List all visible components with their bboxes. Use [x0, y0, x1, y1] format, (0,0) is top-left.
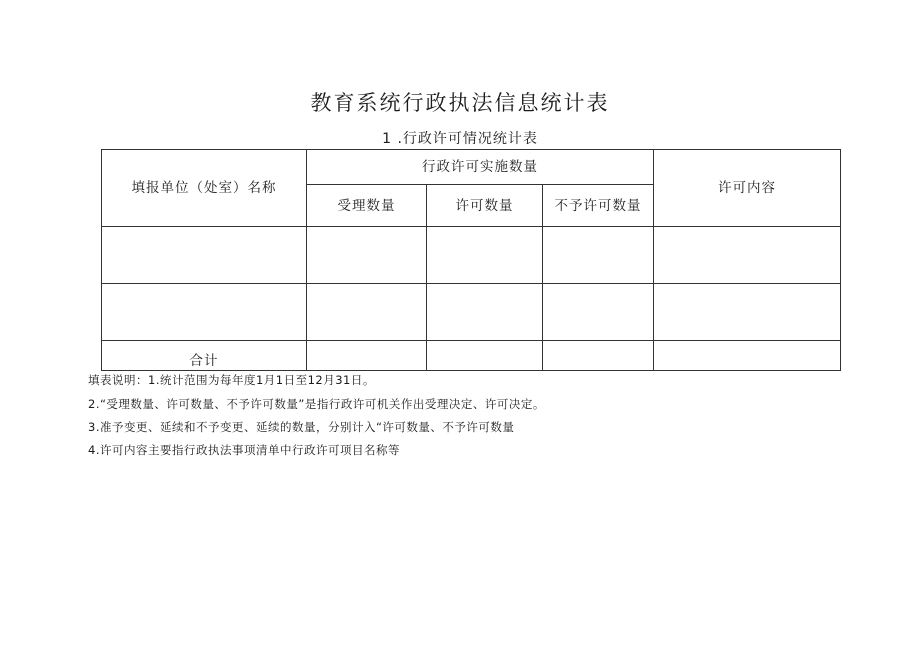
permit-statistics-table [101, 149, 841, 371]
table-subtitle: 1 .行政许可情况统计表 [382, 131, 538, 147]
cell-content [654, 284, 841, 341]
note-2: 2.“受理数量、许可数量、不予许可数量”是指行政许可机关作出受理决定、许可决定。 [88, 397, 545, 411]
cell-total-granted [427, 341, 543, 371]
cell-granted [427, 227, 543, 284]
cell-denied [543, 284, 654, 341]
page-title: 教育系统行政执法信息统计表 [310, 91, 610, 115]
note-4: 4.许可内容主要指行政执法事项清单中行政许可项目名称等 [88, 443, 400, 457]
header-denied-count: 不予许可数量 [543, 185, 654, 227]
note-1: 填表说明：1.统计范围为每年度1月1日至12月31日。 [88, 373, 375, 387]
table-row [102, 284, 841, 341]
cell-total-content [654, 341, 841, 371]
cell-unit [102, 284, 307, 341]
cell-granted [427, 284, 543, 341]
cell-accepted [307, 284, 427, 341]
header-implementation-count: 行政许可实施数量 [307, 150, 654, 185]
cell-accepted [307, 227, 427, 284]
header-permit-content: 许可内容 [654, 150, 841, 227]
header-unit-name: 填报单位（处室）名称 [102, 150, 307, 227]
total-row [102, 341, 841, 371]
header-accepted-count: 受理数量 [307, 185, 427, 227]
cell-denied [543, 227, 654, 284]
header-granted-count: 许可数量 [427, 185, 543, 227]
cell-unit [102, 227, 307, 284]
cell-total-denied [543, 341, 654, 371]
cell-content [654, 227, 841, 284]
total-label: 合计 [102, 341, 307, 371]
table-row [102, 227, 841, 284]
note-3: 3.准予变更、延续和不予变更、延续的数量，分别计入“许可数量、不予许可数量 [88, 420, 515, 434]
cell-total-accepted [307, 341, 427, 371]
